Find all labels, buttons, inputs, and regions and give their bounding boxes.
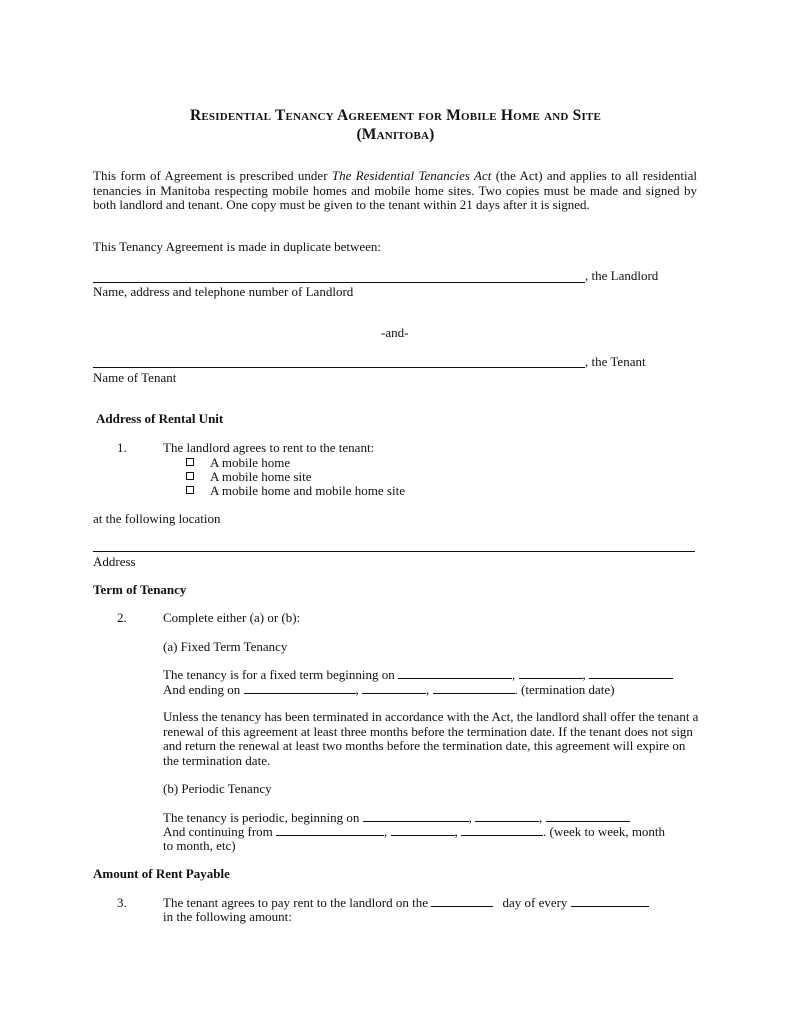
fixed-begin-blank-2[interactable]: [519, 667, 583, 679]
act-name: The Residential Tenancies Act: [331, 168, 492, 183]
periodic-cont-blank-1[interactable]: [276, 824, 384, 836]
tenant-caption: Name of Tenant: [93, 370, 177, 385]
renewal-paragraph: Unless the tenancy has been terminated in accordance with the Act, the landlord shall offer the tenant a renewal of this agreement at least three months before the termination date. If the tenant does not sign and return the renewal at least two months before the termination date, this agreement will expire on the termination date.: [163, 709, 699, 768]
fixed-ending-row: [163, 682, 615, 697]
comma: ,: [384, 824, 388, 839]
and-separator: -and-: [381, 325, 409, 340]
option-home-and-site[interactable]: [186, 483, 405, 498]
comma: ,: [355, 682, 359, 697]
duplicate-statement: This Tenancy Agreement is made in duplicate between:: [93, 239, 382, 254]
fixed-begin-blank-3[interactable]: [589, 667, 673, 679]
term-heading: Term of Tenancy: [93, 582, 187, 597]
rent-day-blank[interactable]: [431, 895, 493, 907]
checkbox-icon[interactable]: [186, 458, 194, 466]
periodic-continuing-text: And continuing from: [163, 824, 273, 839]
option-mobile-home[interactable]: [186, 455, 290, 470]
comma: ,: [582, 667, 586, 682]
document-title: Residential Tenancy Agreement for Mobile Home and Site: [189, 107, 602, 124]
item-3-number: 3.: [117, 895, 127, 910]
document-subtitle: (Manitoba): [356, 126, 435, 143]
landlord-label: , the Landlord: [585, 268, 659, 283]
checkbox-icon[interactable]: [186, 472, 194, 480]
checkbox-icon[interactable]: [186, 486, 194, 494]
period-type-label: . (week to week, month: [543, 824, 666, 839]
comma: ,: [539, 810, 543, 825]
fixed-end-blank-1[interactable]: [244, 682, 356, 694]
address-line[interactable]: [93, 551, 695, 552]
item-1-text: The landlord agrees to rent to the tenant:: [163, 440, 375, 455]
periodic-beginning-text: The tenancy is periodic, beginning on: [163, 810, 360, 825]
address-heading: Address of Rental Unit: [96, 411, 224, 426]
periodic-cont-blank-2[interactable]: [391, 824, 455, 836]
fixed-begin-blank-1[interactable]: [398, 667, 512, 679]
termination-date-label: . (termination date): [514, 682, 615, 697]
periodic-label: (b) Periodic Tenancy: [163, 781, 272, 796]
fixed-term-label: (a) Fixed Term Tenancy: [163, 639, 288, 654]
rent-pay-text: The tenant agrees to pay rent to the landlord on the: [163, 895, 428, 910]
comma: ,: [426, 682, 430, 697]
comma: ,: [454, 824, 458, 839]
landlord-name-line[interactable]: [93, 282, 585, 283]
address-caption: Address: [93, 554, 136, 569]
fixed-ending-text: And ending on: [163, 682, 241, 697]
item-2-number: 2.: [117, 610, 127, 625]
fixed-beginning-row: [163, 667, 673, 682]
intro-text-end: (the Act) and applies to all residential tenancies in Manitoba respecting mobile homes and mobile home sites. Two copies must be made and signed by both landlord and tenant. One copy must be given to the tenant within 21 days after it is signed.: [93, 168, 697, 212]
item-1-number: 1.: [117, 440, 127, 455]
intro-text-start: This form of Agreement is prescribed under: [93, 168, 332, 183]
option-label: A mobile home site: [210, 469, 312, 484]
periodic-cont-blank-3[interactable]: [461, 824, 543, 836]
option-label: A mobile home and mobile home site: [210, 483, 405, 498]
rent-period-blank[interactable]: [571, 895, 649, 907]
option-mobile-home-site[interactable]: [186, 469, 311, 484]
tenant-name-line[interactable]: [93, 367, 585, 368]
intro-paragraph: [93, 169, 697, 213]
rent-heading: Amount of Rent Payable: [93, 866, 230, 881]
periodic-begin-blank-3[interactable]: [546, 810, 630, 822]
periodic-beginning-row: [163, 810, 630, 825]
periodic-continuing-row: [163, 824, 665, 839]
landlord-caption: Name, address and telephone number of Landlord: [93, 284, 354, 299]
comma: ,: [468, 810, 472, 825]
fixed-end-blank-2[interactable]: [362, 682, 426, 694]
option-label: A mobile home: [210, 455, 291, 470]
periodic-begin-blank-1[interactable]: [363, 810, 469, 822]
item-2-text: Complete either (a) or (b):: [163, 610, 301, 625]
periodic-begin-blank-2[interactable]: [475, 810, 539, 822]
fixed-end-blank-3[interactable]: [433, 682, 515, 694]
day-of-every-text: day of every: [502, 895, 568, 910]
rent-day-row: [163, 895, 649, 910]
period-type-label-cont: to month, etc): [163, 838, 236, 853]
rent-amount-text: in the following amount:: [163, 909, 292, 924]
tenant-label: , the Tenant: [585, 354, 646, 369]
fixed-beginning-text: The tenancy is for a fixed term beginning on: [163, 667, 395, 682]
location-text: at the following location: [93, 511, 221, 526]
comma: ,: [512, 667, 516, 682]
